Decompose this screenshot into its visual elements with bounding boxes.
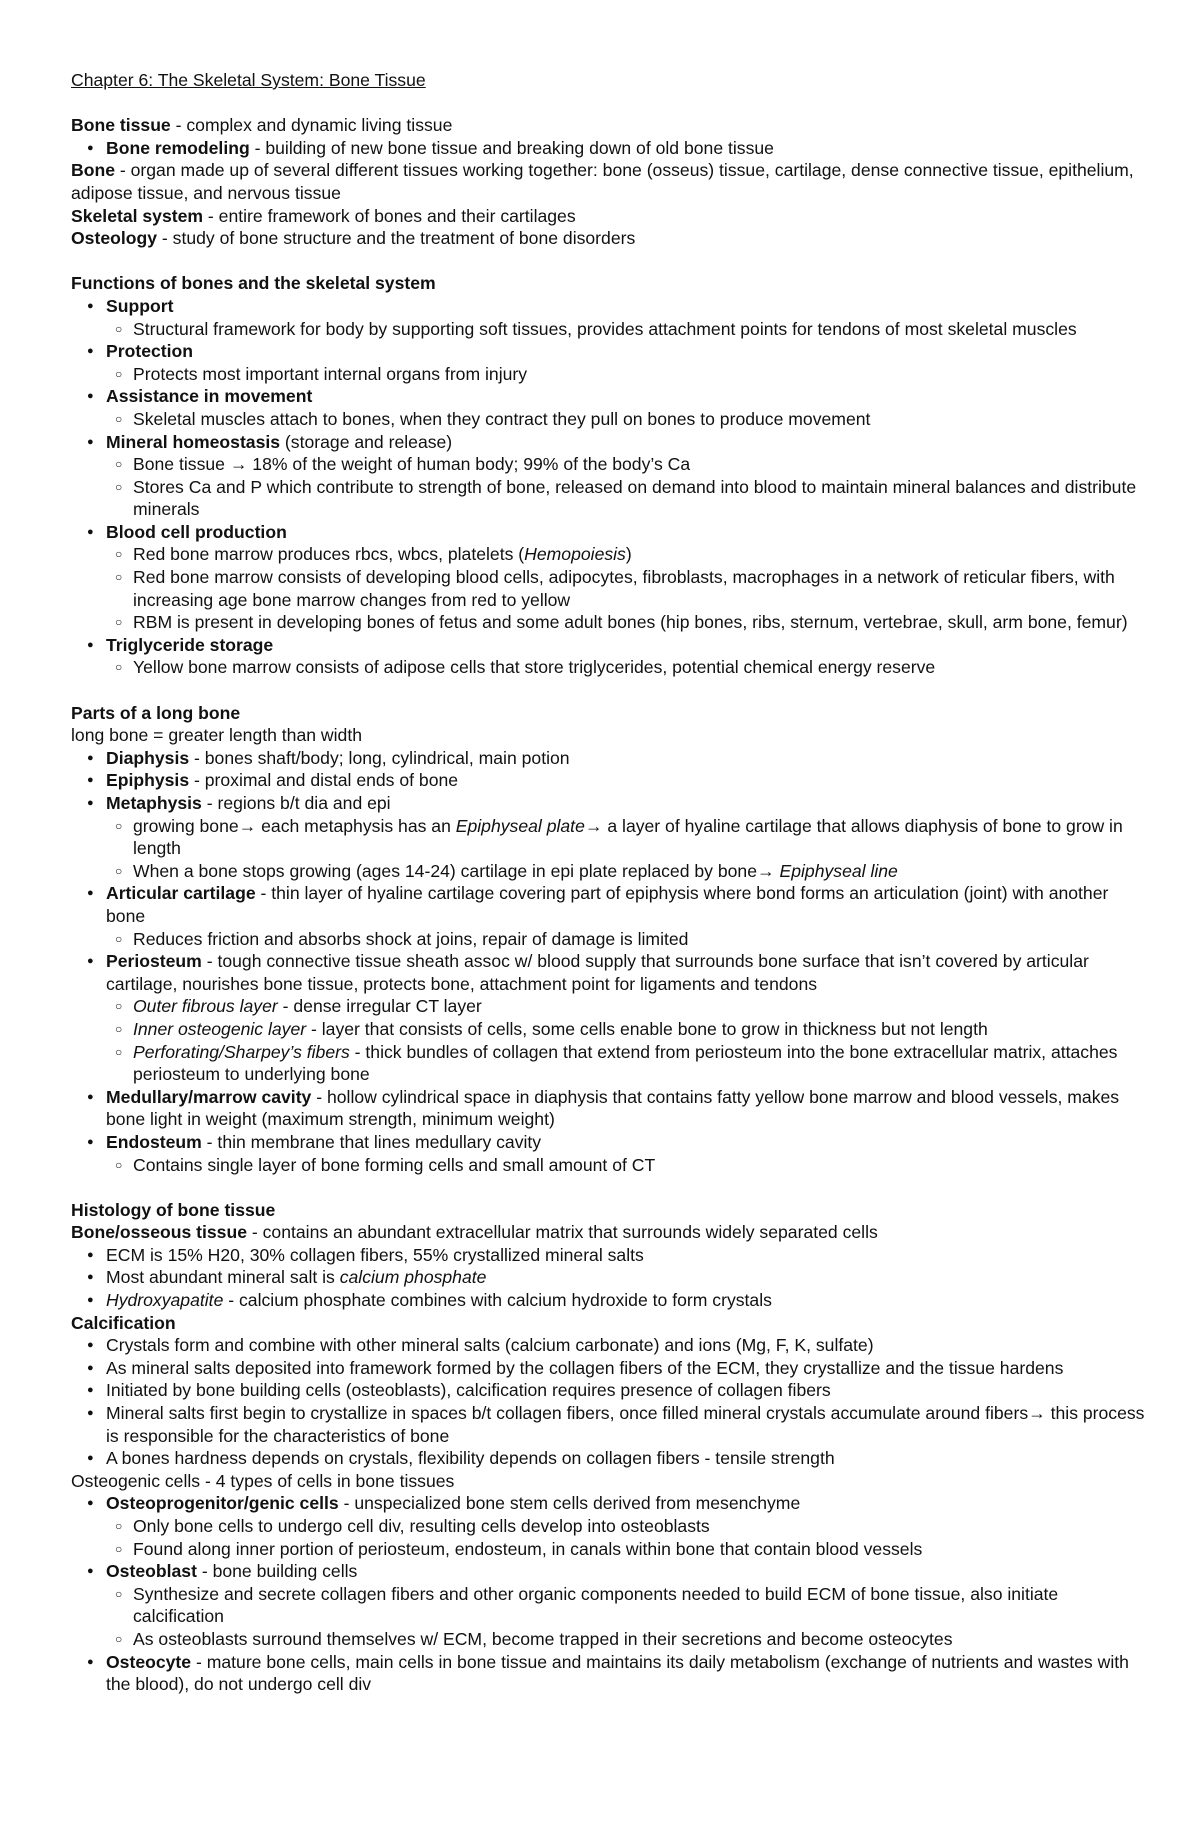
- definition: - regions b/t dia and epi: [201, 793, 391, 813]
- italic-term: Hydroxyapatite: [106, 1290, 224, 1311]
- bullet-triglyceride: [71, 634, 1146, 657]
- bullet-support: [71, 295, 1146, 318]
- sub-bullet: [71, 995, 1146, 1018]
- definition: - unspecialized bone stem cells derived from mesenchyme: [338, 1493, 801, 1514]
- definition: - thin layer of hyaline cartilage covering part of epiphysis where bond forms an articulation (joint) with another bone: [106, 883, 1109, 926]
- term: Bone: [71, 160, 115, 181]
- sub-bullet: ○ Stores Ca and P which contribute to strength of bone, released on demand into blood to maintain mineral balances and distribute minerals: [71, 476, 1146, 521]
- definition: (storage and release): [280, 431, 453, 452]
- sub-bullet: ○ Bone tissue → 18% of the weight of human body; 99% of the body’s Ca: [71, 453, 1146, 476]
- term: Blood cell production: [106, 521, 287, 542]
- bullet-osteocyte: [71, 1651, 1146, 1696]
- bullet: ● ECM is 15% H20, 30% collagen fibers, 55% crystallized mineral salts: [71, 1244, 1146, 1267]
- text: ): [625, 544, 632, 565]
- bullet: ● A bones hardness depends on crystals, flexibility depends on collagen fibers - tensile strength: [71, 1447, 1146, 1470]
- sub-bullet: [71, 543, 1146, 566]
- bullet: ● Crystals form and combine with other mineral salts (calcium carbonate) and ions (Mg, F, K, sulfate): [71, 1334, 1146, 1357]
- italic-term: Inner osteogenic layer: [133, 1018, 307, 1039]
- sub-bullet: ○ Red bone marrow consists of developing blood cells, adipocytes, fibroblasts, macrophages in a network of reticular fibers, with increasing age bone marrow changes from red to yellow: [71, 566, 1146, 611]
- term: Osteocyte: [106, 1651, 192, 1672]
- term: Bone tissue: [71, 115, 171, 136]
- term: Endosteum: [106, 1131, 202, 1152]
- bullet: ● Initiated by bone building cells (osteoblasts), calcification requires presence of collagen fibers: [71, 1379, 1146, 1402]
- definition-line: [71, 1221, 1146, 1244]
- term: Bone/osseous tissue: [71, 1222, 247, 1243]
- bullet-blood: [71, 521, 1146, 544]
- sub-bullet: [71, 815, 1146, 860]
- heading-text: Histology of bone tissue: [71, 1199, 276, 1220]
- text: growing bone→ each metaphysis has an: [133, 815, 456, 836]
- text: - thick bundles of collagen that extend from periosteum into the bone extracellular matrix, attaches periosteum to underlying bone: [133, 1041, 1118, 1085]
- italic-term: Outer fibrous layer: [133, 996, 278, 1017]
- term: Periosteum: [106, 951, 202, 972]
- italic-term: Epiphyseal plate: [455, 815, 585, 836]
- term: Osteoprogenitor/genic cells: [106, 1493, 339, 1514]
- definition: - tough connective tissue sheath assoc w/ blood supply that surrounds bone surface that isn’t covered by articular cartilage, nourishes bone tissue, protects bone, attachment point for ligaments and tendons: [106, 951, 1089, 994]
- definition: - building of new bone tissue and breaking down of old bone tissue: [249, 137, 774, 158]
- document-page: [71, 69, 1146, 1696]
- sub-bullet: ○ Only bone cells to undergo cell div, resulting cells develop into osteoblasts: [71, 1515, 1146, 1538]
- text: - layer that consists of cells, some cells enable bone to grow in thickness but not length: [306, 1018, 988, 1039]
- section-heading-functions: [71, 272, 1146, 295]
- term: Assistance in movement: [106, 386, 313, 407]
- bullet-osteoprogenitor: [71, 1492, 1146, 1515]
- sub-bullet: ○ Reduces friction and absorbs shock at joins, repair of damage is limited: [71, 928, 1146, 951]
- term: Metaphysis: [106, 793, 202, 813]
- intro-line: [71, 227, 1146, 250]
- definition: - hollow cylindrical space in diaphysis that contains fatty yellow bone marrow and blood vessels, makes bone light in weight (maximum strength, minimum weight): [106, 1086, 1120, 1130]
- bullet-periosteum: [71, 950, 1146, 995]
- sub-bullet: ○ Yellow bone marrow consists of adipose cells that store triglycerides, potential chemical energy reserve: [71, 656, 1146, 679]
- sub-bullet: ○ Found along inner portion of periosteum, endosteum, in canals within bone that contain blood vessels: [71, 1538, 1146, 1561]
- bullet-diaphysis: [71, 747, 1146, 770]
- text: - dense irregular CT layer: [277, 996, 482, 1017]
- term: Diaphysis: [106, 747, 190, 768]
- bullet-protection: [71, 340, 1146, 363]
- definition: - study of bone structure and the treatment of bone disorders: [157, 228, 636, 249]
- bullet-medullary-cavity: [71, 1086, 1146, 1131]
- definition: - bones shaft/body; long, cylindrical, main potion: [189, 747, 570, 768]
- intro-bullet: [71, 137, 1146, 160]
- definition-line: long bone = greater length than width: [71, 725, 363, 746]
- term: Protection: [106, 341, 193, 362]
- italic-term: Epiphyseal line: [779, 860, 898, 881]
- definition: - proximal and distal ends of bone: [189, 770, 459, 791]
- definition-line: Osteogenic cells - 4 types of cells in bone tissues: [71, 1470, 455, 1491]
- definition: - entire framework of bones and their cartilages: [203, 205, 576, 226]
- definition: - thin membrane that lines medullary cavity: [201, 1131, 542, 1152]
- bullet-metaphysis: [71, 792, 1146, 815]
- bullet-epiphysis: [71, 769, 1146, 792]
- sub-bullet: ○ As osteoblasts surround themselves w/ ECM, become trapped in their secretions and become osteocytes: [71, 1628, 1146, 1651]
- bullet-osteoblast: [71, 1560, 1146, 1583]
- bullet-mineral: [71, 431, 1146, 454]
- text: Red bone marrow produces rbcs, wbcs, platelets (: [133, 544, 525, 565]
- term: Osteology: [71, 228, 158, 249]
- italic-term: calcium phosphate: [339, 1267, 487, 1288]
- sub-bullet: ○ RBM is present in developing bones of fetus and some adult bones (hip bones, ribs, sternum, vertebrae, skull, arm bone, femur): [71, 611, 1146, 634]
- bullet: ● As mineral salts deposited into framework formed by the collagen fibers of the ECM, they crystallize and the tissue hardens: [71, 1357, 1146, 1380]
- sub-bullet: [71, 1018, 1146, 1041]
- spacer: [71, 679, 1146, 702]
- term: Mineral homeostasis: [106, 431, 281, 452]
- bullet-movement: [71, 385, 1146, 408]
- definition: - organ made up of several different tissues working together: bone (osseus) tissue, cartilage, dense connective tissue, epithelium, adipose tissue, and nervous tissue: [71, 160, 1134, 203]
- definition: - contains an abundant extracellular matrix that surrounds widely separated cells: [247, 1222, 878, 1243]
- sub-bullet: ○ Contains single layer of bone forming cells and small amount of CT: [71, 1154, 1146, 1177]
- term: Medullary/marrow cavity: [106, 1086, 312, 1107]
- spacer: [71, 92, 1146, 115]
- sub-bullet: ○ Skeletal muscles attach to bones, when they contract they pull on bones to produce movement: [71, 408, 1146, 431]
- bullet: [71, 1266, 1146, 1289]
- bullet-endosteum: [71, 1131, 1146, 1154]
- text: → a layer of hyaline cartilage that allows diaphysis of bone to grow in length: [133, 815, 1123, 859]
- term: Epiphysis: [106, 770, 190, 791]
- intro-line: [71, 114, 1146, 137]
- bullet: ● Mineral salts first begin to crystallize in spaces b/t collagen fibers, once filled mineral crystals accumulate around fibers→ this process is responsible for the characteristics of bone: [71, 1402, 1146, 1447]
- definition: - complex and dynamic living tissue: [170, 115, 453, 136]
- page-title: Chapter 6: The Skeletal System: Bone Tissue: [71, 70, 426, 90]
- term: Support: [106, 295, 174, 316]
- sub-bullet: ○ Protects most important internal organs from injury: [71, 363, 1146, 386]
- text: - calcium phosphate combines with calcium hydroxide to form crystals: [223, 1290, 772, 1311]
- intro-line: [71, 205, 1146, 228]
- heading-text: Functions of bones and the skeletal system: [71, 273, 436, 294]
- heading-text: Calcification: [71, 1312, 176, 1333]
- italic-term: Perforating/Sharpey’s fibers: [133, 1041, 350, 1062]
- definition: - mature bone cells, main cells in bone tissue and maintains its daily metabolism (exchange of nutrients and wastes with the blood), do not undergo cell div: [106, 1651, 1129, 1695]
- heading-text: Parts of a long bone: [71, 702, 241, 723]
- term: Osteoblast: [106, 1561, 197, 1582]
- sub-bullet: [71, 1041, 1146, 1086]
- sub-bullet: ○ Structural framework for body by supporting soft tissues, provides attachment points for tendons of most skeletal muscles: [71, 318, 1146, 341]
- italic-term: Hemopoiesis: [524, 544, 626, 565]
- text: When a bone stops growing (ages 14-24) cartilage in epi plate replaced by bone→: [133, 860, 780, 881]
- term: Triglyceride storage: [106, 634, 274, 655]
- section-heading-long-bone: [71, 702, 1146, 725]
- definition: - bone building cells: [196, 1561, 358, 1582]
- subheading-calcification: [71, 1312, 1146, 1335]
- term: Skeletal system: [71, 205, 204, 226]
- term: Articular cartilage: [106, 883, 256, 904]
- intro-line: [71, 159, 1146, 204]
- bullet: [71, 1289, 1146, 1312]
- spacer: [71, 250, 1146, 273]
- term: Bone remodeling: [106, 137, 250, 158]
- text: Most abundant mineral salt is: [106, 1267, 340, 1288]
- sub-bullet: ○ Synthesize and secrete collagen fibers and other organic components needed to build ECM of bone tissue, also initiate calcification: [71, 1583, 1146, 1628]
- spacer: [71, 1176, 1146, 1199]
- section-heading-histology: [71, 1199, 1146, 1222]
- sub-bullet: [71, 860, 1146, 883]
- bullet-articular-cartilage: [71, 882, 1146, 927]
